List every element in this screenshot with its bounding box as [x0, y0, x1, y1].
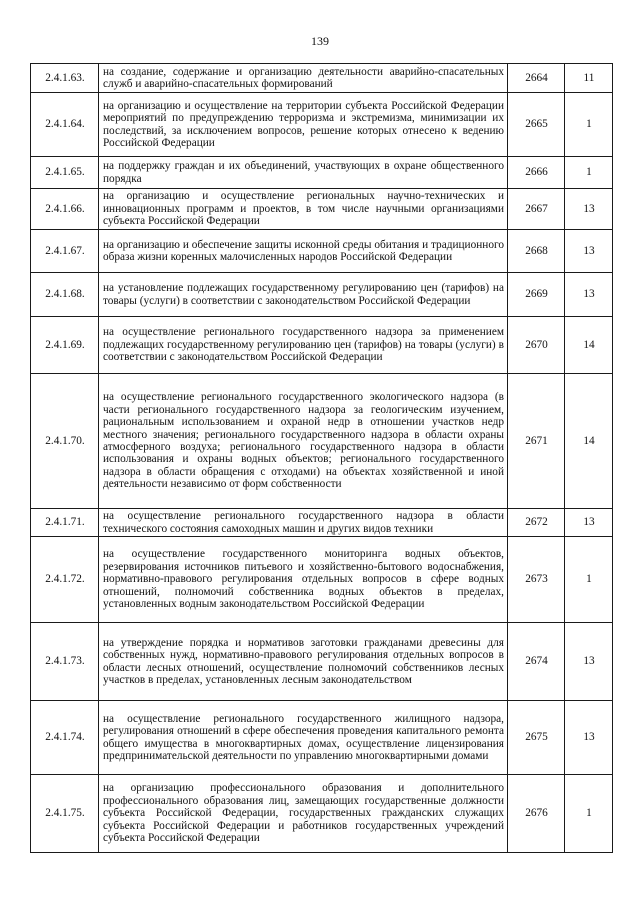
row-count: 13 [565, 701, 613, 775]
row-number: 2.4.1.68. [31, 273, 99, 317]
row-count: 13 [565, 509, 613, 537]
table-row [31, 701, 613, 775]
row-code: 2668 [508, 230, 565, 273]
row-description: на осуществление регионального государственного экологического надзора (в части регионального государственного надзора за геологическим изучением, рациональным использованием и охраной недр в отношении участков недр местного значения; регионального государственного надзора в области охраны атмосферного воздуха; регионального государственного надзора в области использования и охраны водных объектов; регионального государственного надзора в области обращения с отходами) на объектах хозяйственной и иной деятельности независимо от форм собственности [99, 374, 508, 509]
row-number: 2.4.1.69. [31, 317, 99, 374]
table-row [31, 64, 613, 93]
table-row [31, 775, 613, 853]
row-number: 2.4.1.66. [31, 189, 99, 230]
row-number: 2.4.1.72. [31, 537, 99, 623]
page-number: 139 [311, 34, 329, 48]
row-number: 2.4.1.65. [31, 157, 99, 189]
row-description: на создание, содержание и организацию деятельности аварийно-спасательных служб и аварийно-спасательных формирований [99, 64, 508, 93]
row-count: 13 [565, 230, 613, 273]
row-code: 2675 [508, 701, 565, 775]
table-row [31, 537, 613, 623]
row-code: 2676 [508, 775, 565, 853]
row-count: 13 [565, 623, 613, 701]
row-number: 2.4.1.64. [31, 93, 99, 157]
row-code: 2664 [508, 64, 565, 93]
row-code: 2671 [508, 374, 565, 509]
table-row [31, 230, 613, 273]
row-number: 2.4.1.63. [31, 64, 99, 93]
row-number: 2.4.1.75. [31, 775, 99, 853]
row-number: 2.4.1.74. [31, 701, 99, 775]
row-description: на осуществление регионального государственного надзора в области технического состояния самоходных машин и других видов техники [99, 509, 508, 537]
row-count: 13 [565, 273, 613, 317]
row-description: на установление подлежащих государственному регулированию цен (тарифов) на товары (услуги) в соответствии с законодательством Российской Федерации [99, 273, 508, 317]
row-description: на организацию и осуществление региональных научно-технических и инновационных программ и проектов, в том числе научными организациями субъекта Российской Федерации [99, 189, 508, 230]
row-code: 2669 [508, 273, 565, 317]
row-code: 2670 [508, 317, 565, 374]
row-count: 1 [565, 93, 613, 157]
row-description: на организацию и осуществление на территории субъекта Российской Федерации мероприятий по предупреждению терроризма и экстремизма, минимизации их последствий, за исключением вопросов, решение которых отнесено к ведению Российской Федерации [99, 93, 508, 157]
row-count: 14 [565, 317, 613, 374]
row-description: на поддержку граждан и их объединений, участвующих в охране общественного порядка [99, 157, 508, 189]
row-code: 2666 [508, 157, 565, 189]
row-code: 2673 [508, 537, 565, 623]
table-row [31, 317, 613, 374]
row-number: 2.4.1.71. [31, 509, 99, 537]
table-row [31, 374, 613, 509]
row-number: 2.4.1.70. [31, 374, 99, 509]
row-description: на осуществление государственного мониторинга водных объектов, резервирования источников питьевого и хозяйственно-бытового водоснабжения, нормативно-правового регулирования отдельных вопросов в сфере водных отношений, полномочий собственника водных объектов в пределах, установленных водным законодательством Российской Федерации [99, 537, 508, 623]
appropriations-table [30, 63, 613, 853]
table-row [31, 509, 613, 537]
row-count: 13 [565, 189, 613, 230]
row-description: на осуществление регионального государственного жилищного надзора, регулирования отношений в сфере обеспечения проведения капитального ремонта общего имущества в многоквартирных домах, осуществление лицензирования предпринимательской деятельности по управлению многоквартирными домами [99, 701, 508, 775]
row-count: 1 [565, 537, 613, 623]
table-row [31, 623, 613, 701]
row-count: 1 [565, 775, 613, 853]
row-code: 2665 [508, 93, 565, 157]
row-description: на осуществление регионального государственного надзора за применением подлежащих государственному регулированию цен (тарифов) на товары (услуги) в соответствии с законодательством Российской Федерации [99, 317, 508, 374]
row-code: 2672 [508, 509, 565, 537]
table-row [31, 157, 613, 189]
row-code: 2667 [508, 189, 565, 230]
row-description: на организацию и обеспечение защиты исконной среды обитания и традиционного образа жизни коренных малочисленных народов Российской Федерации [99, 230, 508, 273]
row-count: 11 [565, 64, 613, 93]
row-code: 2674 [508, 623, 565, 701]
row-description: на организацию профессионального образования и дополнительного профессионального образования лиц, замещающих государственные должности субъекта Российской Федерации, государственных гражданских служащих субъекта Российской Федерации и работников государственных учреждений субъекта Российской Федерации [99, 775, 508, 853]
row-description: на утверждение порядка и нормативов заготовки гражданами древесины для собственных нужд, нормативно-правового регулирования отдельных вопросов в области лесных отношений, осуществление полномочий собственников лесных участков в пределах, установленных лесным законодательством [99, 623, 508, 701]
table-row [31, 189, 613, 230]
table-row [31, 273, 613, 317]
row-count: 14 [565, 374, 613, 509]
row-count: 1 [565, 157, 613, 189]
row-number: 2.4.1.73. [31, 623, 99, 701]
row-number: 2.4.1.67. [31, 230, 99, 273]
table-row [31, 93, 613, 157]
